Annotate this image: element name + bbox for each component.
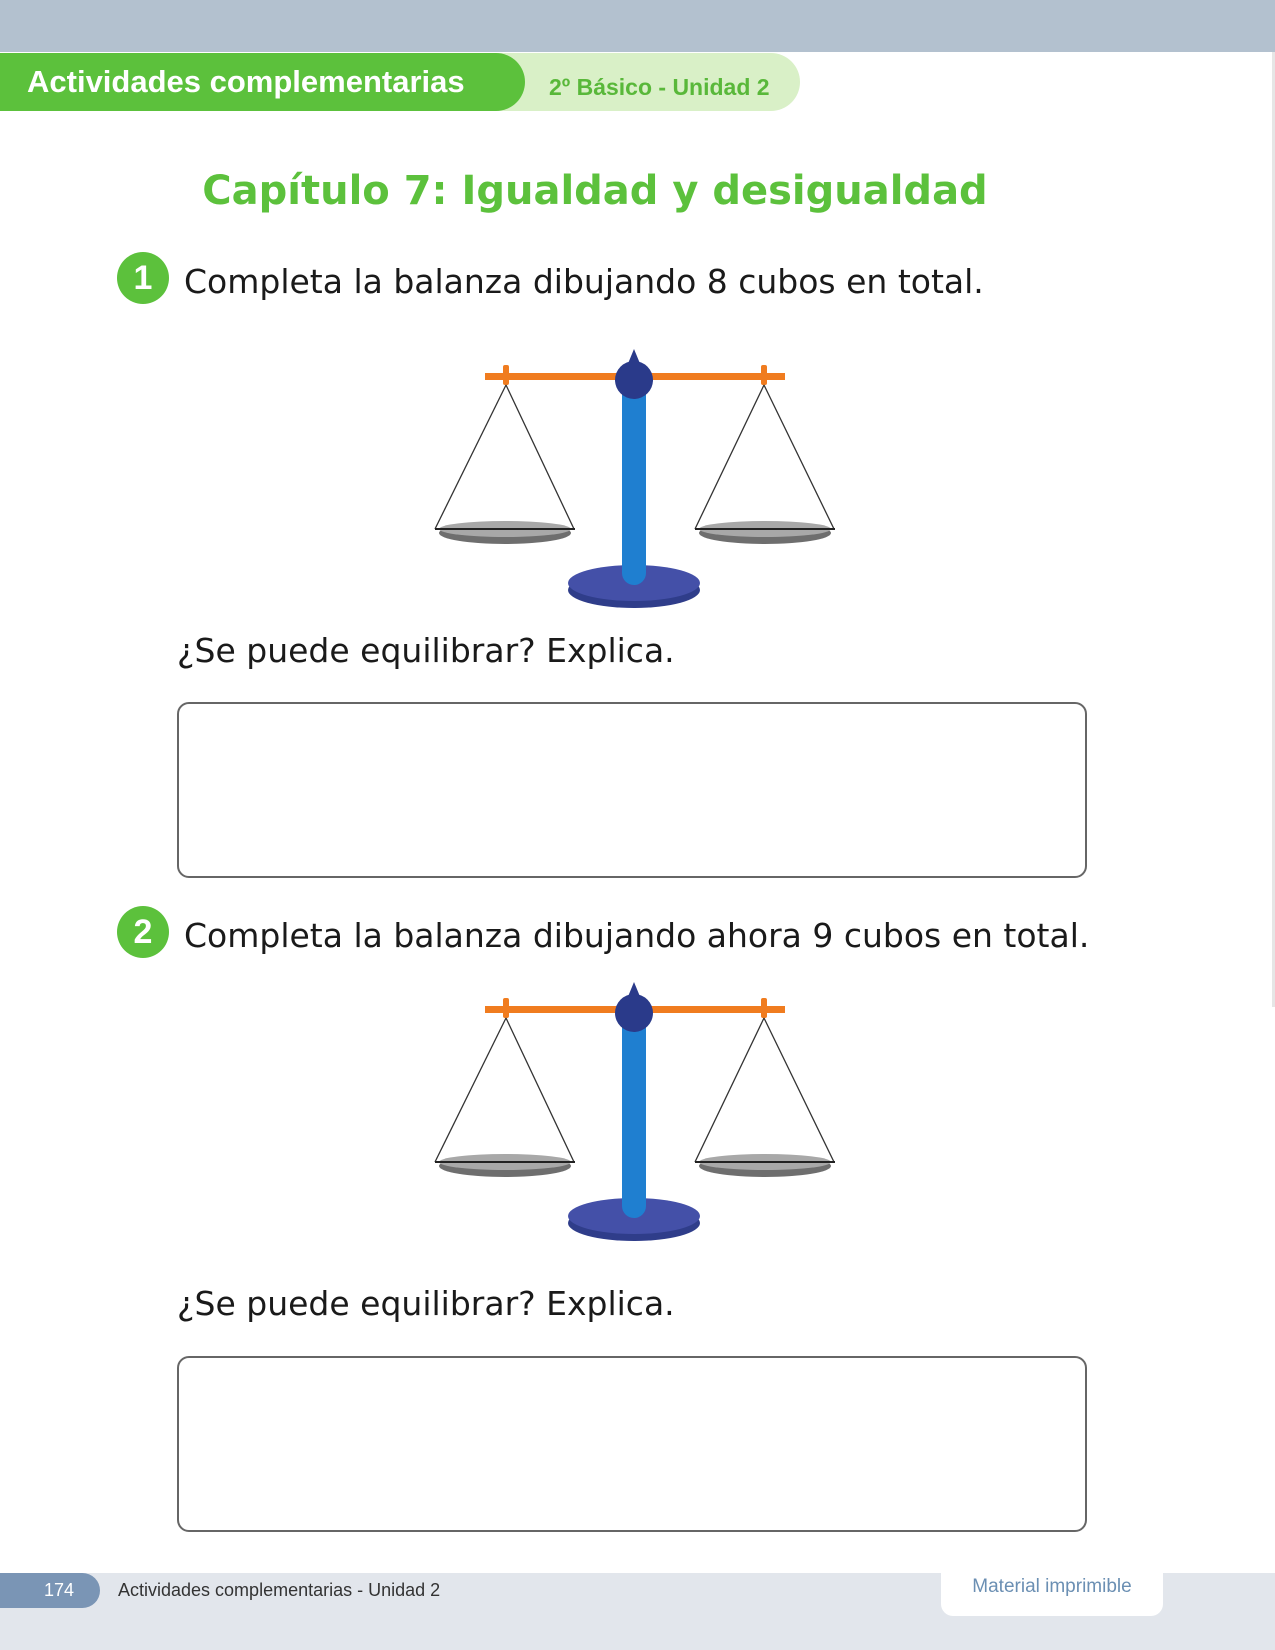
chapter-title: Capítulo 7: Igualdad y desigualdad (202, 168, 988, 214)
exercise-prompt: ¿Se puede equilibrar? Explica. (177, 1284, 675, 1323)
balance-scale-icon (435, 982, 835, 1241)
header-title: Actividades complementarias (27, 64, 465, 99)
top-band (0, 0, 1275, 52)
footer-text: Actividades complementarias - Unidad 2 (118, 1580, 441, 1600)
balance-scale-illustration (420, 340, 850, 610)
exercise-instruction: Completa la balanza dibujando ahora 9 cubos en total. (184, 916, 1090, 955)
answer-box[interactable] (177, 702, 1087, 878)
balance-scale-icon (435, 349, 835, 608)
exercise-number-badge: 1 (117, 252, 169, 304)
exercise-number-badge: 2 (117, 906, 169, 958)
page-number: 174 (44, 1580, 75, 1600)
balance-scale-illustration (420, 973, 850, 1243)
exercise-prompt: ¿Se puede equilibrar? Explica. (177, 631, 675, 670)
header-subtitle: 2º Básico - Unidad 2 (549, 74, 770, 100)
answer-box[interactable] (177, 1356, 1087, 1532)
material-badge-label: Material imprimible (972, 1576, 1132, 1597)
exercise-instruction: Completa la balanza dibujando 8 cubos en total. (184, 262, 984, 301)
